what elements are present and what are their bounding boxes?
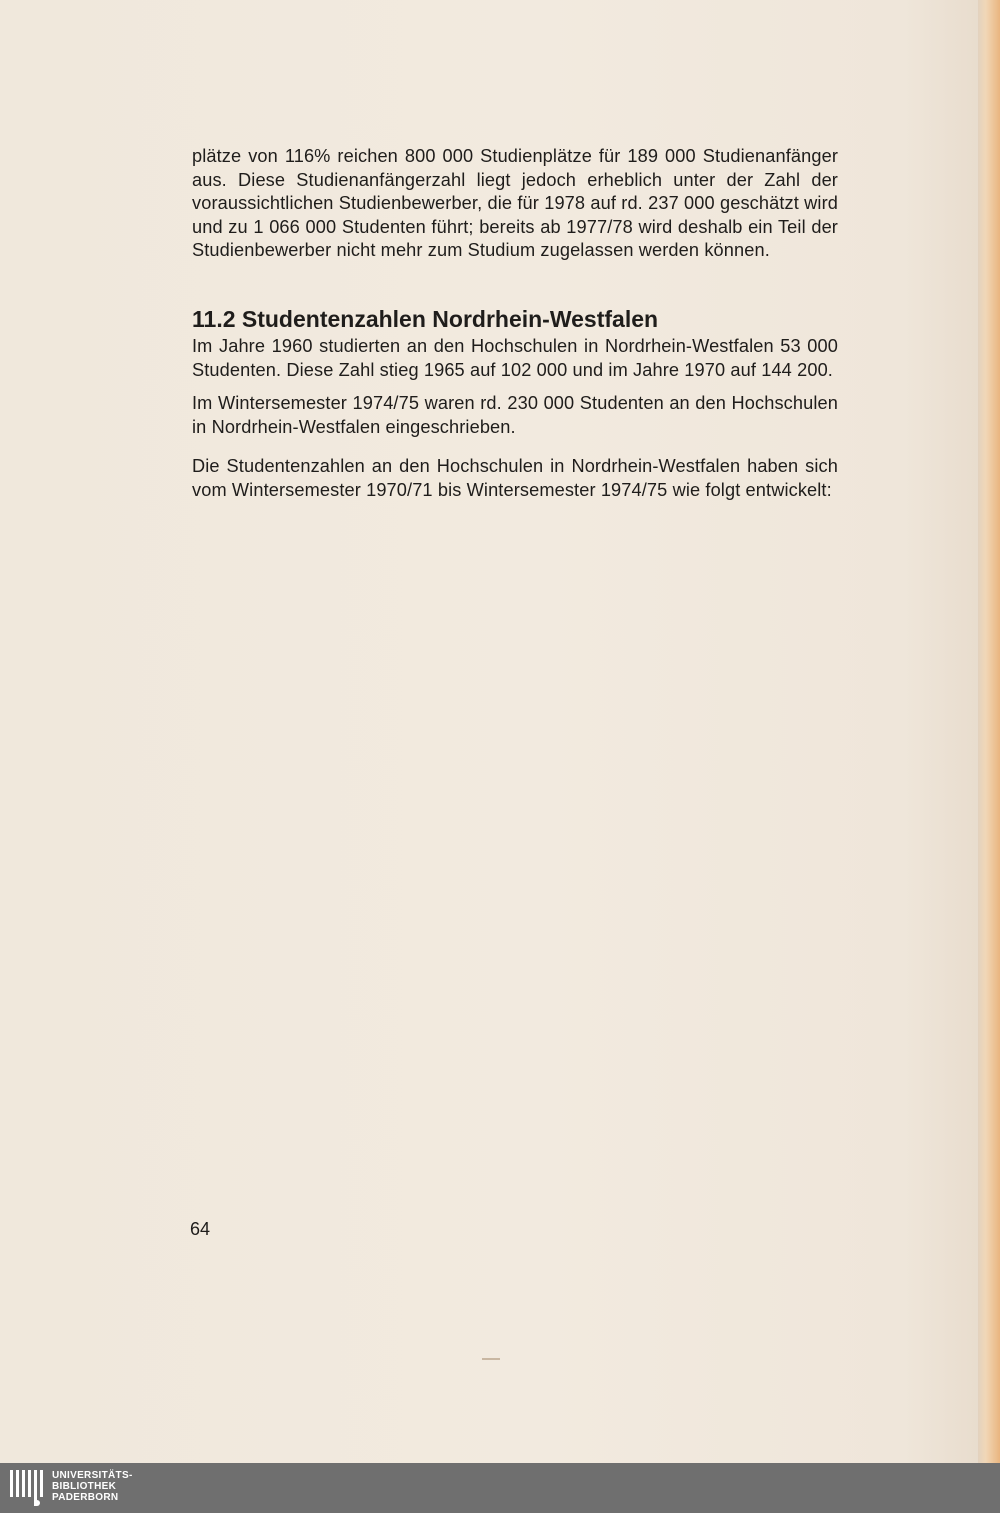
book-spine-edge [978, 0, 1000, 1463]
logo-bar [40, 1470, 43, 1497]
paragraph-development: Die Studentenzahlen an den Hochschulen in Nordrhein-Westfalen haben sich vom Wintersemester 1970/71 bis Wintersemester 1974/75 wie folgt entwickelt: [192, 456, 838, 500]
paper-mark [482, 1358, 500, 1360]
section-heading: 11.2 Studentenzahlen Nordrhein-Westfalen [192, 305, 659, 332]
paragraph-winter-1974: Im Wintersemester 1974/75 waren rd. 230 000 Studenten an den Hochschulen in Nordrhein-Westfalen eingeschrieben. [192, 393, 838, 437]
logo-bar [10, 1470, 13, 1497]
logo-bar [28, 1470, 31, 1497]
logo-dot [34, 1500, 40, 1506]
page-number: 64 [190, 1219, 211, 1239]
library-logo-text [52, 1470, 133, 1503]
page-content [192, 145, 838, 503]
logo-bar [22, 1470, 25, 1497]
library-logo-line-1: UNIVERSITÄTS- [52, 1470, 133, 1481]
intro-paragraph: plätze von 116% reichen 800 000 Studienplätze für 189 000 Studienanfänger aus. Diese Studienanfängerzahl liegt jedoch erheblich unter der Zahl der voraussichtlichen Studienbewerber, die für 1978 auf rd. 237 000 geschätzt wird und zu 1 066 000 Studenten führt; bereits ab 1977/78 wird deshalb ein Teil der Studienbewerber nicht mehr zum Studium zugelassen werden können. [192, 146, 838, 261]
library-logo-line-2: BIBLIOTHEK [52, 1481, 117, 1492]
university-library-logo [10, 1470, 150, 1506]
library-logo-line-3: PADERBORN [52, 1492, 119, 1503]
paragraph-1960-1970: Im Jahre 1960 studierten an den Hochschulen in Nordrhein-Westfalen 53 000 Studenten. Diese Zahl stieg 1965 auf 102 000 und im Jahre 1970 auf 144 200. [192, 335, 838, 380]
library-footer [0, 1463, 1000, 1513]
logo-bar [16, 1470, 19, 1497]
